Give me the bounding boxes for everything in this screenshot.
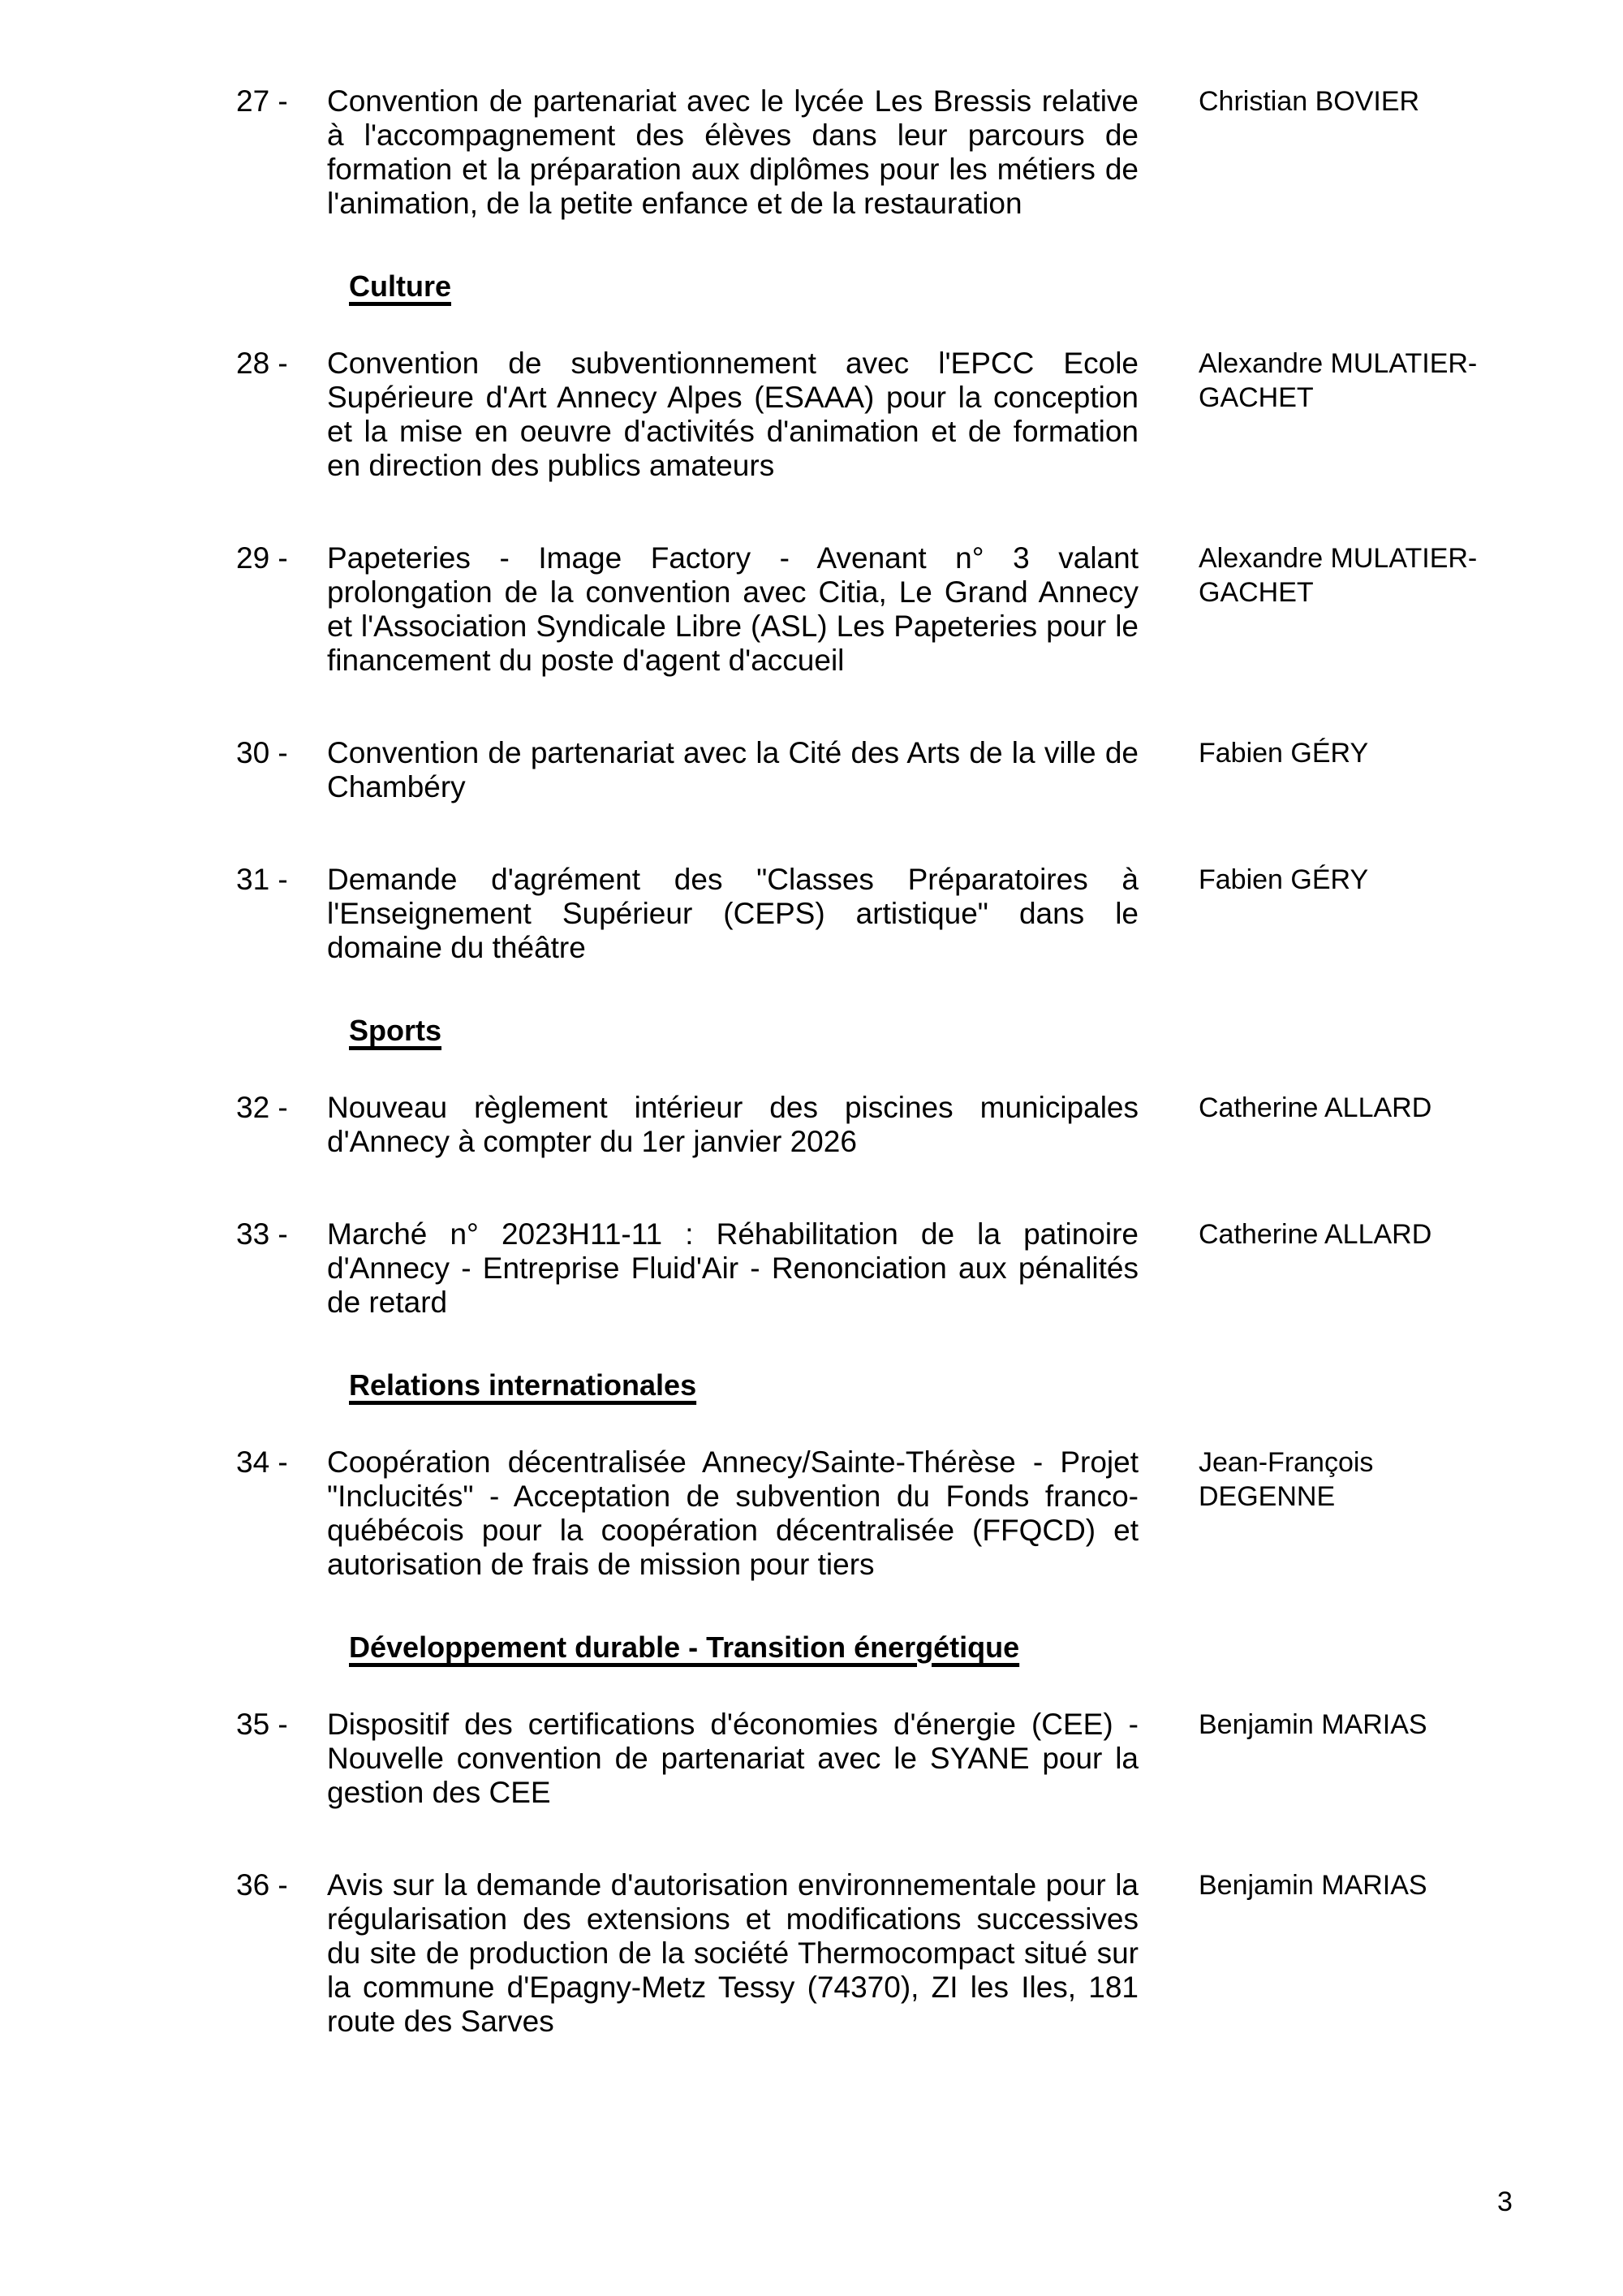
agenda-item-rapporteur: Fabien GÉRY (1199, 738, 1369, 769)
section-heading: Relations internationales (349, 1368, 697, 1402)
agenda-item (236, 863, 1491, 965)
section-heading-row (349, 1368, 1491, 1402)
agenda-item-number: 36 - (236, 1868, 288, 1902)
section-heading: Culture (349, 269, 451, 303)
agenda-item-number: 30 - (236, 736, 288, 769)
agenda-item-title: Avis sur la demande d'autorisation environnementale pour la régularisation des extensions et modifications successives du site de production de la société Thermocompact situé sur la commune d'Epagny-Metz Tessy (74370), ZI les Iles, 181 route des Sarves (327, 1868, 1139, 2038)
agenda-item-number: 31 - (236, 863, 288, 896)
agenda-item (236, 84, 1491, 221)
agenda-item (236, 736, 1491, 804)
agenda-item (236, 541, 1491, 678)
agenda-item-number: 33 - (236, 1217, 288, 1251)
agenda-item-rapporteur: Jean-François DEGENNE (1199, 1447, 1374, 1512)
section-heading: Sports (349, 1014, 442, 1047)
agenda-item-title: Nouveau règlement intérieur des piscines municipales d'Annecy à compter du 1er janvier 2026 (327, 1091, 1139, 1158)
agenda-item-number: 29 - (236, 541, 288, 575)
agenda-item-title: Marché n° 2023H11-11 : Réhabilitation de la patinoire d'Annecy - Entreprise Fluid'Air - Renonciation aux pénalités de retard (327, 1217, 1139, 1319)
agenda-item-number: 28 - (236, 347, 288, 380)
agenda-item (236, 1708, 1491, 1810)
agenda-item-title: Coopération décentralisée Annecy/Sainte-Thérèse - Projet "Inclucités" - Acceptation de subvention du Fonds franco-québécois pour la coopération décentralisée (FFQCD) et autorisation de frais de mission pour tiers (327, 1445, 1139, 1581)
agenda-item-number: 35 - (236, 1708, 288, 1741)
agenda-item-title: Papeteries - Image Factory - Avenant n° 3 valant prolongation de la convention avec Citia, Le Grand Annecy et l'Association Syndicale Libre (ASL) Les Papeteries pour le financement du poste d'agent d'accueil (327, 541, 1139, 677)
section-heading: Développement durable - Transition énergétique (349, 1630, 1020, 1664)
agenda-item-number: 34 - (236, 1445, 288, 1479)
agenda-item-rapporteur: Alexandre MULATIER-GACHET (1199, 543, 1478, 608)
agenda-item-rapporteur: Benjamin MARIAS (1199, 1709, 1427, 1740)
agenda-item-rapporteur: Catherine ALLARD (1199, 1092, 1432, 1123)
section-heading-row (349, 269, 1491, 304)
agenda-item-title: Dispositif des certifications d'économies d'énergie (CEE) - Nouvelle convention de partenariat avec le SYANE pour la gestion des CEE (327, 1708, 1139, 1809)
agenda-item-title: Demande d'agrément des "Classes Préparatoires à l'Enseignement Supérieur (CEPS) artistique" dans le domaine du théâtre (327, 863, 1139, 964)
agenda-item (236, 1445, 1491, 1582)
agenda-item-title: Convention de subventionnement avec l'EPCC Ecole Supérieure d'Art Annecy Alpes (ESAAA) pour la conception et la mise en oeuvre d'activités d'animation et de formation en direction des publics amateurs (327, 347, 1139, 482)
section-heading-row (349, 1014, 1491, 1048)
agenda-item-rapporteur: Fabien GÉRY (1199, 864, 1369, 895)
agenda-item (236, 1217, 1491, 1320)
agenda-item (236, 1091, 1491, 1159)
agenda-item-number: 27 - (236, 84, 288, 118)
section-heading-row (349, 1630, 1491, 1665)
agenda-item-rapporteur: Christian BOVIER (1199, 86, 1420, 117)
agenda-item-rapporteur: Catherine ALLARD (1199, 1219, 1432, 1250)
agenda-item-rapporteur: Alexandre MULATIER-GACHET (1199, 348, 1478, 413)
agenda-item-number: 32 - (236, 1091, 288, 1124)
agenda-item (236, 347, 1491, 483)
agenda-item (236, 1868, 1491, 2039)
page-number: 3 (1497, 2186, 1513, 2217)
agenda-item-title: Convention de partenariat avec le lycée Les Bressis relative à l'accompagnement des élèves dans leur parcours de formation et la préparation aux diplômes pour les métiers de l'animation, de la petite enfance et de la restauration (327, 84, 1139, 220)
agenda-list (236, 84, 1491, 2097)
agenda-item-rapporteur: Benjamin MARIAS (1199, 1870, 1427, 1901)
agenda-item-title: Convention de partenariat avec la Cité des Arts de la ville de Chambéry (327, 736, 1139, 803)
